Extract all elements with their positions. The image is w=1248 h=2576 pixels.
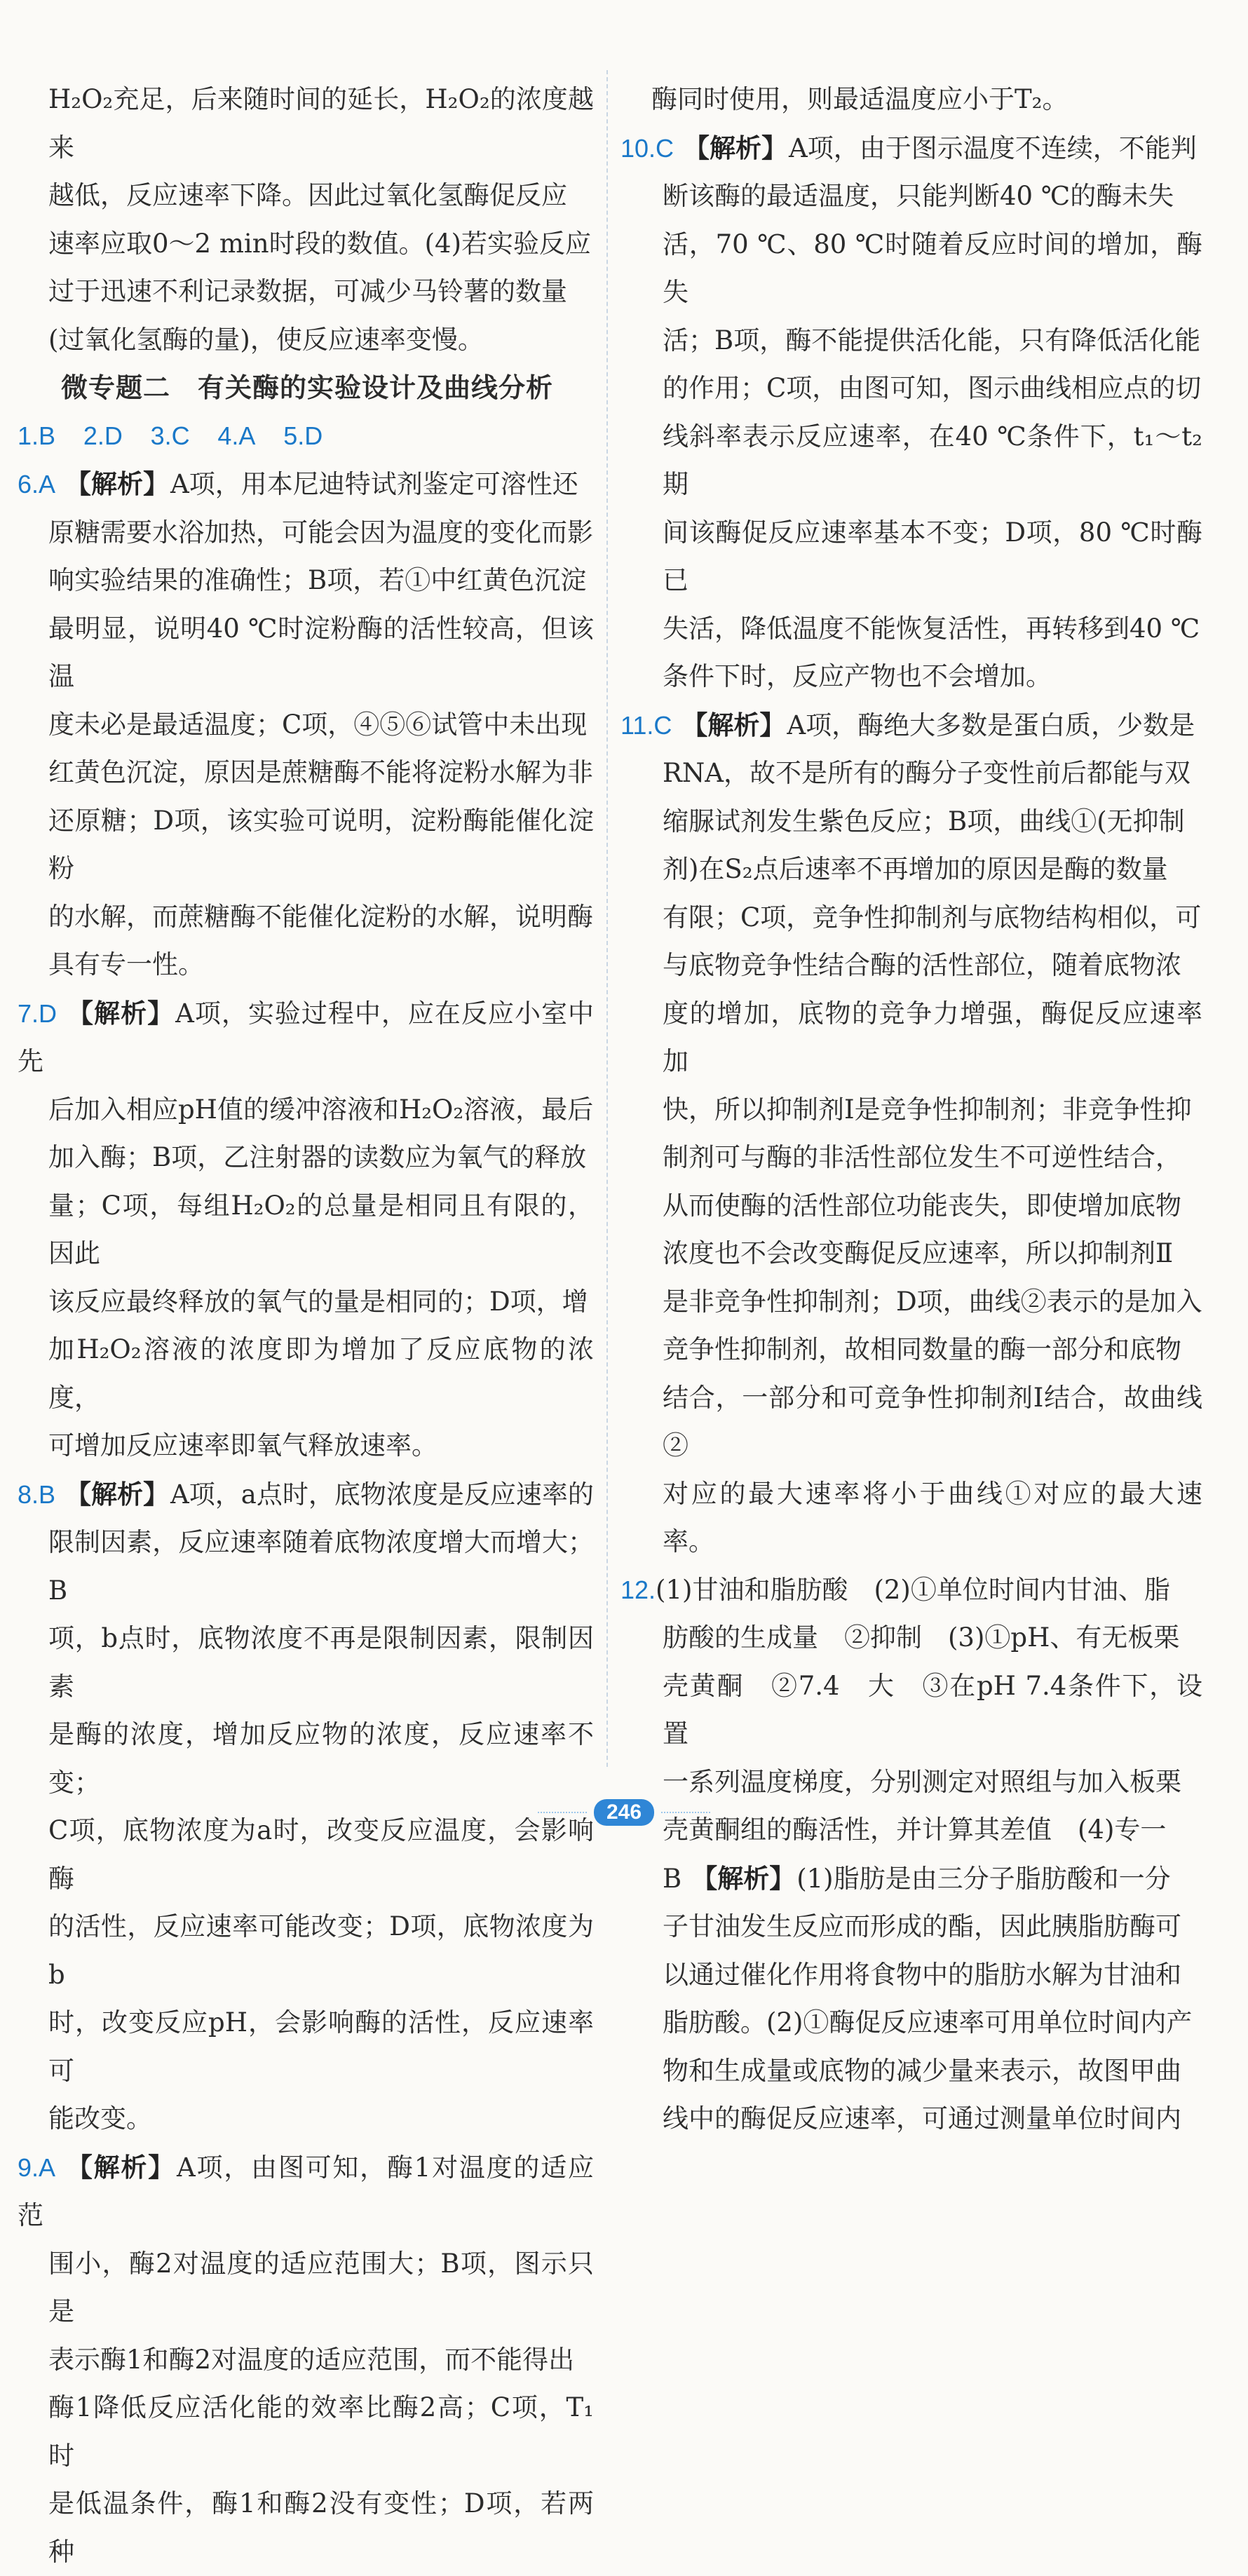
question-number: 11.C xyxy=(620,711,672,740)
question-number: 12. xyxy=(620,1575,656,1604)
text-fragment: A项，酶绝大多数是蛋白质，少数是 xyxy=(787,710,1195,740)
question-first-line xyxy=(18,460,594,509)
right-column xyxy=(620,76,1202,2143)
text-line: 的作用；C项，由图可知，图示曲线相应点的切 xyxy=(620,365,1202,413)
text-fragment: A项，由于图示温度不连续，不能判 xyxy=(789,133,1197,163)
text-line: 项，b点时，底物浓度不再是限制因素，限制因素 xyxy=(18,1615,594,1711)
text-fragment: (1)甘油和脂肪酸 (2)①单位时间内甘油、脂 xyxy=(656,1575,1170,1605)
question-first-line xyxy=(620,124,1202,173)
text-line: 活；B项，酶不能提供活化能，只有降低活化能 xyxy=(620,317,1202,365)
text-line: 最明显，说明40 ℃时淀粉酶的活性较高，但该温 xyxy=(18,605,594,701)
footer-decoration xyxy=(538,1812,587,1813)
text-line: 浓度也不会改变酶促反应速率，所以抑制剂Ⅱ xyxy=(620,1230,1202,1278)
answer-item: 4.A xyxy=(217,421,255,450)
text-line: 酶同时使用，则最适温度应小于T₂。 xyxy=(620,76,1202,124)
text-line: 脂肪酸。(2)①酶促反应速率可用单位时间内产 xyxy=(620,1999,1202,2047)
question-6 xyxy=(18,460,594,989)
analysis-tag: 【解析】 xyxy=(65,2152,175,2183)
text-fragment: (1)脂肪是由三分子脂肪酸和一分 xyxy=(796,1864,1170,1894)
analysis-tag: 【解析】 xyxy=(65,468,169,499)
question-10 xyxy=(620,124,1202,701)
text-line: 时，改变反应pH，会影响酶的活性，反应速率可 xyxy=(18,1999,594,2095)
text-line: 一系列温度梯度，分别测定对照组与加入板栗 xyxy=(620,1758,1202,1807)
text-line: 红黄色沉淀，原因是蔗糖酶不能将淀粉水解为非 xyxy=(18,749,594,797)
text-line: 的水解，而蔗糖酶不能催化淀粉的水解，说明酶 xyxy=(18,893,594,942)
section-title: 微专题二 有关酶的实验设计及曲线分析 xyxy=(18,364,594,412)
text-line: 物和生成量或底物的减少量来表示，故图甲曲 xyxy=(620,2047,1202,2096)
column-divider xyxy=(606,70,608,1767)
text-line: 酶1降低反应活化能的效率比酶2高；C项，T₁时 xyxy=(18,2384,594,2480)
text-line: 子甘油发生反应而形成的酯，因此胰脂肪酶可 xyxy=(620,1903,1202,1951)
text-line: 壳黄酮 ②7.4 大 ③在pH 7.4条件下，设置 xyxy=(620,1662,1202,1758)
text-line: 缩脲试剂发生紫色反应；B项，曲线①(无抑制 xyxy=(620,798,1202,846)
text-line: 具有专一性。 xyxy=(18,941,594,989)
text-line: 是非竞争性抑制剂；D项，曲线②表示的是加入 xyxy=(620,1278,1202,1327)
question-11 xyxy=(620,701,1202,1566)
text-line: 断该酶的最适温度，只能判断40 ℃的酶未失 xyxy=(620,172,1202,221)
text-line: 条件下时，反应产物也不会增加。 xyxy=(620,653,1202,701)
question-number: 6.A xyxy=(18,470,55,499)
choice-label: B xyxy=(663,1864,681,1894)
question-first-line xyxy=(18,1470,594,1519)
analysis-first-line xyxy=(620,1855,1202,1904)
page-number: 246 xyxy=(594,1799,654,1826)
question-9 xyxy=(18,2143,594,2576)
text-fragment: A项，用本尼迪特试剂鉴定可溶性还 xyxy=(170,469,578,499)
text-line: 与底物竞争性结合酶的活性部位，随着底物浓 xyxy=(620,942,1202,990)
answer-item: 5.D xyxy=(283,421,323,450)
page-footer xyxy=(0,1797,1248,1828)
text-line: 线斜率表示反应速率，在40 ℃条件下，t₁～t₂期 xyxy=(620,413,1202,509)
text-line: 加H₂O₂溶液的浓度即为增加了反应底物的浓度， xyxy=(18,1326,594,1422)
analysis-tag: 【解析】 xyxy=(681,710,785,740)
answer-item: 3.C xyxy=(151,421,190,450)
footer-decoration xyxy=(661,1812,710,1813)
text-line: 的活性，反应速率可能改变；D项，底物浓度为b xyxy=(18,1903,594,1999)
analysis-tag: 【解析】 xyxy=(67,998,174,1029)
text-line: 对应的最大速率将小于曲线①对应的最大速率。 xyxy=(620,1470,1202,1566)
question-first-line xyxy=(620,1566,1202,1615)
text-line: 以通过催化作用将食物中的脂肪水解为甘油和 xyxy=(620,1951,1202,2000)
text-line: 肪酸的生成量 ②抑制 (3)①pH、有无板栗 xyxy=(620,1614,1202,1662)
text-line: RNA，故不是所有的酶分子变性前后都能与双 xyxy=(620,750,1202,798)
text-line: 速率应取0～2 min时段的数值。(4)若实验反应 xyxy=(18,220,594,269)
text-line: 度的增加，底物的竞争力增强，酶促反应速率加 xyxy=(620,990,1202,1086)
analysis-tag: 【解析】 xyxy=(691,1863,795,1894)
text-line: 该反应最终释放的氧气的量是相同的；D项，增 xyxy=(18,1278,594,1327)
text-line: 响实验结果的准确性；B项，若①中红黄色沉淀 xyxy=(18,557,594,605)
text-line: 有限；C项，竞争性抑制剂与底物结构相似，可 xyxy=(620,894,1202,942)
question-number: 7.D xyxy=(18,999,57,1028)
question-number: 10.C xyxy=(620,134,674,163)
text-fragment: A项，实验过程中，应在反应小室中先 xyxy=(18,998,594,1077)
text-line: 限制因素，反应速率随着底物浓度增大而增大；B xyxy=(18,1519,594,1615)
question-number: 8.B xyxy=(18,1480,55,1509)
text-line: 线中的酶促反应速率，可通过测量单位时间内 xyxy=(620,2095,1202,2143)
text-line: 后加入相应pH值的缓冲溶液和H₂O₂溶液，最后 xyxy=(18,1086,594,1134)
text-line: 可增加反应速率即氧气释放速率。 xyxy=(18,1422,594,1470)
text-line: 结合，一部分和可竞争性抑制剂Ⅰ结合，故曲线② xyxy=(620,1374,1202,1470)
question-first-line xyxy=(18,2143,594,2240)
left-column xyxy=(18,76,594,2576)
text-line: 竞争性抑制剂，故相同数量的酶一部分和底物 xyxy=(620,1326,1202,1374)
text-line: 从而使酶的活性部位功能丧失，即使增加底物 xyxy=(620,1182,1202,1231)
question-first-line xyxy=(620,701,1202,750)
text-line: 度未必是最适温度；C项，④⑤⑥试管中未出现 xyxy=(18,701,594,750)
question-first-line xyxy=(18,989,594,1086)
text-line: 能改变。 xyxy=(18,2095,594,2143)
text-line: 失活，降低温度不能恢复活性，再转移到40 ℃ xyxy=(620,605,1202,653)
quick-answers xyxy=(18,412,594,461)
text-line: 活，70 ℃、80 ℃时随着反应时间的增加，酶失 xyxy=(620,221,1202,317)
text-fragment: A项，a点时，底物浓度是反应速率的 xyxy=(170,1479,594,1510)
text-line: (过氧化氢酶的量)，使反应速率变慢。 xyxy=(18,316,594,365)
text-line: 越低，反应速率下降。因此过氧化氢酶促反应 xyxy=(18,172,594,220)
intro-continuation xyxy=(18,76,594,364)
text-line: 剂)在S₂点后速率不再增加的原因是酶的数量 xyxy=(620,846,1202,894)
text-line: 是低温条件，酶1和酶2没有变性；D项，若两种 xyxy=(18,2480,594,2576)
question-7 xyxy=(18,989,594,1470)
text-line: H₂O₂充足，后来随时间的延长，H₂O₂的浓度越来 xyxy=(18,76,594,172)
text-line: 加入酶；B项，乙注射器的读数应为氧气的释放 xyxy=(18,1134,594,1182)
text-line: 快，所以抑制剂Ⅰ是竞争性抑制剂；非竞争性抑 xyxy=(620,1086,1202,1134)
text-fragment: A项，由图可知，酶1对温度的适应范 xyxy=(18,2153,594,2231)
answer-item: 1.B xyxy=(18,421,55,450)
text-line: 是酶的浓度，增加反应物的浓度，反应速率不变； xyxy=(18,1711,594,1807)
text-line: C项，底物浓度为a时，改变反应温度，会影响酶 xyxy=(18,1807,594,1903)
text-line: 过于迅速不利记录数据，可减少马铃薯的数量 xyxy=(18,268,594,316)
question-12 xyxy=(620,1566,1202,2143)
text-line: 壳黄酮组的酶活性，并计算其差值 (4)专一 xyxy=(620,1806,1202,1855)
text-line: 还原糖；D项，该实验可说明，淀粉酶能催化淀粉 xyxy=(18,797,594,893)
text-line: 量；C项，每组H₂O₂的总量是相同且有限的，因此 xyxy=(18,1182,594,1278)
text-line: 表示酶1和酶2对温度的适应范围，而不能得出 xyxy=(18,2336,594,2385)
answer-item: 2.D xyxy=(83,421,123,450)
analysis-tag: 【解析】 xyxy=(684,133,787,163)
text-line: 围小，酶2对温度的适应范围大；B项，图示只是 xyxy=(18,2240,594,2336)
text-line: 制剂可与酶的非活性部位发生不可逆性结合， xyxy=(620,1134,1202,1182)
text-line: 间该酶促反应速率基本不变；D项，80 ℃时酶已 xyxy=(620,509,1202,605)
question-number: 9.A xyxy=(18,2153,55,2182)
text-line: 原糖需要水浴加热，可能会因为温度的变化而影 xyxy=(18,509,594,557)
analysis-tag: 【解析】 xyxy=(65,1479,169,1510)
